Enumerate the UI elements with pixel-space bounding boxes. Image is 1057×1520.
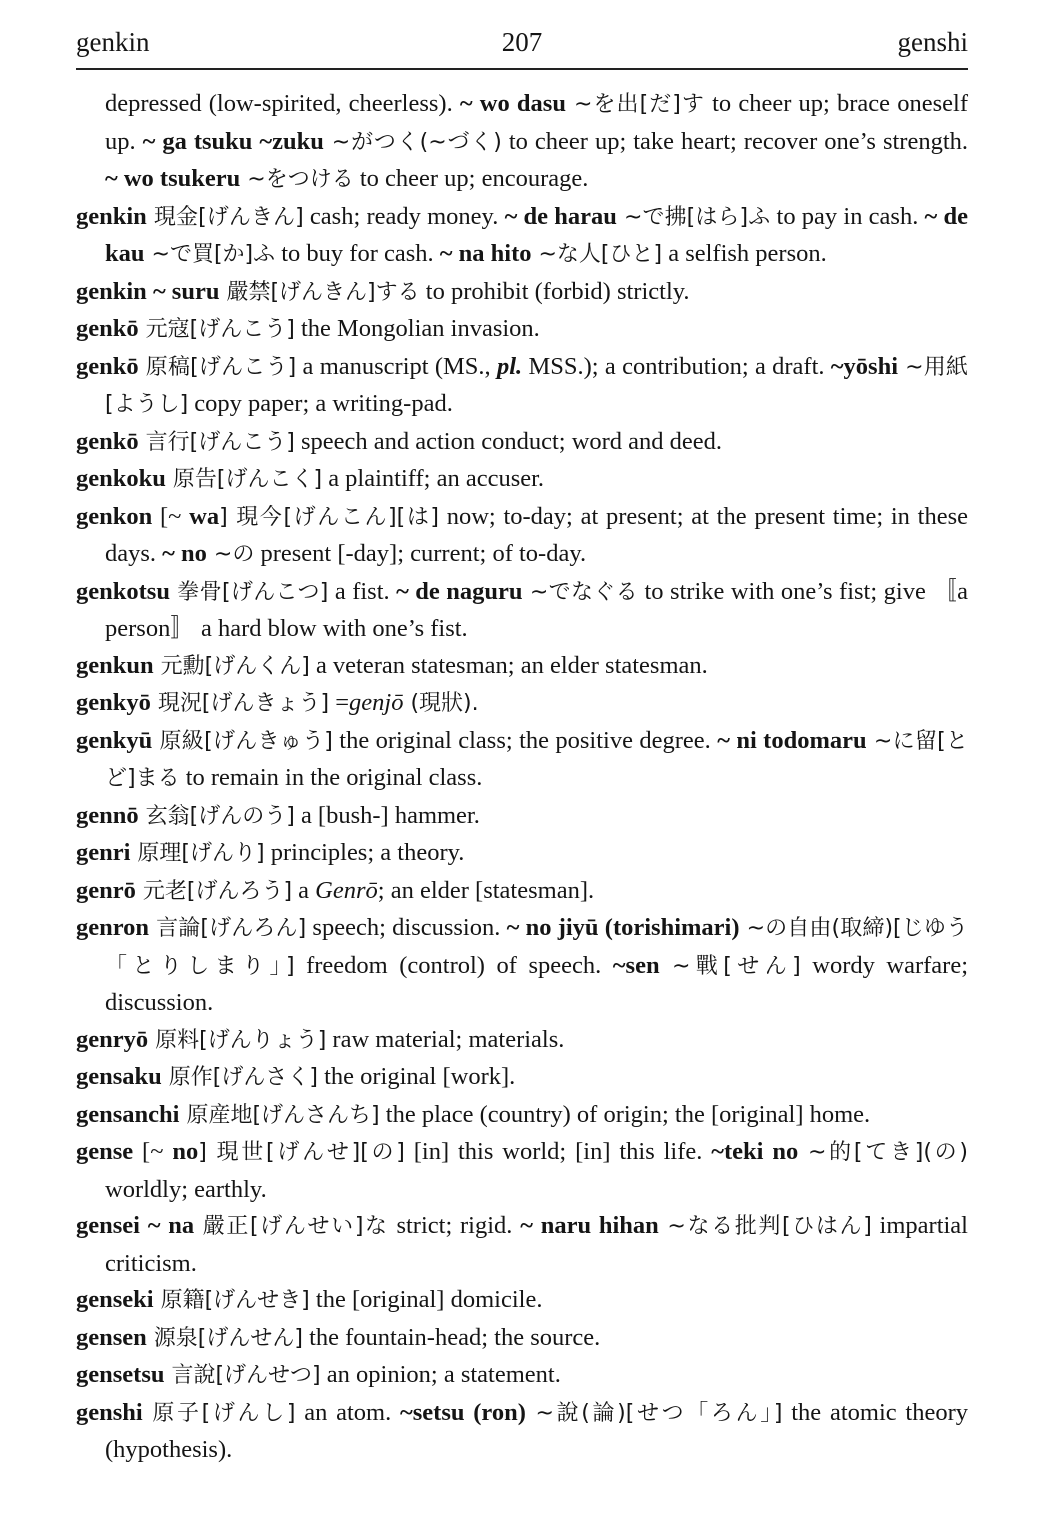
definition-text: now; to-day; at present; at the present time; in these days. bbox=[105, 502, 968, 567]
abbreviation: pl. bbox=[496, 352, 523, 380]
definition-text: cash; ready money. bbox=[303, 202, 505, 230]
romaji-phrase: ~yōshi bbox=[830, 352, 899, 380]
definition-text: depressed (low-spirited, cheerless). bbox=[105, 90, 460, 117]
headword: gensei bbox=[76, 1212, 140, 1239]
romaji-phrase: ~ wo tsukeru bbox=[105, 165, 241, 192]
japanese-text: 嚴禁[げんきん]する bbox=[219, 279, 420, 305]
definition-text: impartial criticism. bbox=[105, 1212, 968, 1277]
entry-continuation bbox=[76, 86, 968, 199]
romaji-phrase: ~ naru hihan bbox=[520, 1212, 659, 1239]
headword: genkō bbox=[76, 427, 139, 455]
definition-text: to prohibit (forbid) strictly. bbox=[419, 277, 690, 305]
definition-text: to pay in cash. bbox=[770, 202, 925, 230]
headword: genkin bbox=[76, 277, 147, 305]
dictionary-entry bbox=[76, 1022, 968, 1060]
japanese-text: 原作[げんさく] bbox=[161, 1065, 318, 1090]
dictionary-entry bbox=[76, 199, 968, 274]
dictionary-entry bbox=[76, 1208, 968, 1282]
headword: gensetsu bbox=[76, 1361, 165, 1388]
definition-text: [~ bbox=[152, 502, 190, 530]
japanese-text: ~用紙[ようし] bbox=[105, 354, 968, 417]
romaji-phrase: ~ na bbox=[139, 1212, 195, 1239]
dictionary-page bbox=[76, 22, 968, 1502]
definition-text: wordy warfare; discussion. bbox=[105, 951, 968, 1016]
japanese-text: ~戰[せん] bbox=[659, 953, 801, 979]
japanese-text: ~でなぐる bbox=[522, 579, 638, 605]
japanese-text: 元勳[げんくん] bbox=[153, 653, 310, 679]
definition-text: worldly; earthly. bbox=[105, 1175, 267, 1203]
romaji-phrase: ~ no bbox=[162, 540, 207, 567]
japanese-text: ~的[てき](の) bbox=[798, 1140, 968, 1165]
dictionary-entry bbox=[76, 1059, 968, 1097]
japanese-text: ~の bbox=[206, 542, 255, 567]
headword: gensanchi bbox=[76, 1100, 180, 1128]
dictionary-entry bbox=[76, 574, 968, 648]
dictionary-entry bbox=[76, 685, 968, 723]
dictionary-entry bbox=[76, 424, 968, 462]
definition-text: to buy for cash. bbox=[275, 240, 440, 267]
dictionary-entry bbox=[76, 499, 968, 574]
japanese-text: ~に留[とど]まる bbox=[105, 728, 968, 791]
japanese-text: ~がつく(~づく) bbox=[323, 129, 502, 155]
definition-text: speech; discussion. bbox=[306, 914, 507, 941]
definition-text: the Mongolian invasion. bbox=[294, 315, 540, 342]
definition-text: copy paper; a writing-pad. bbox=[188, 390, 453, 417]
dictionary-entry bbox=[76, 873, 968, 911]
japanese-text: 原告[げんこく] bbox=[165, 467, 323, 492]
headword: gennō bbox=[76, 801, 139, 829]
definition-text: = bbox=[329, 689, 350, 716]
definition-text: to cheer up; encourage. bbox=[353, 165, 589, 192]
japanese-text: ~說(論)[せつ「ろん」] bbox=[525, 1400, 783, 1426]
definition-text: the [original] domicile. bbox=[309, 1286, 543, 1313]
japanese-text: 言論[げんろん] bbox=[149, 916, 307, 941]
definition-text: [~ bbox=[133, 1138, 173, 1165]
japanese-text: 原籍[げんせき] bbox=[153, 1288, 310, 1313]
dictionary-entry bbox=[76, 723, 968, 798]
japanese-text: 源泉[げんせん] bbox=[146, 1325, 303, 1351]
headword: genkoku bbox=[76, 465, 166, 492]
japanese-text: 元寇[げんこう] bbox=[138, 317, 295, 342]
headword: genrō bbox=[76, 876, 136, 904]
dictionary-entry bbox=[76, 1320, 968, 1358]
japanese-text: 嚴正[げんせい]な bbox=[194, 1214, 389, 1239]
definition-text: the fountain-head; the source. bbox=[302, 1323, 601, 1351]
headword: genseki bbox=[76, 1286, 154, 1313]
definition-text: the original [work]. bbox=[317, 1063, 516, 1090]
romaji-phrase: ~ wo dasu bbox=[459, 90, 566, 117]
definition-text: the atomic theory (hypothesis). bbox=[105, 1398, 968, 1463]
headword: gensen bbox=[76, 1323, 147, 1351]
italic-term: Genrō bbox=[315, 876, 378, 904]
dictionary-entry bbox=[76, 1282, 968, 1320]
definition-text: to cheer up; brace oneself up. bbox=[105, 90, 968, 155]
romaji-phrase: ~ ga tsuku ~zuku bbox=[142, 127, 324, 155]
romaji-phrase: ~ de kau bbox=[105, 202, 969, 267]
definition-text: speech and action conduct; word and deed. bbox=[294, 427, 723, 455]
definition-text: a plaintiff; an accuser. bbox=[322, 465, 545, 492]
romaji-phrase: ~ suru bbox=[146, 277, 220, 305]
headword: genri bbox=[76, 839, 131, 866]
definition-text: the place (country) of origin; the [original] home. bbox=[379, 1100, 871, 1128]
definition-text: present [-day]; current; of to-day. bbox=[254, 540, 587, 567]
romaji-phrase: no bbox=[172, 1138, 199, 1165]
japanese-text: ~な人[ひと] bbox=[531, 242, 663, 267]
romaji-phrase: ~ de naguru bbox=[396, 577, 523, 605]
definition-text: ; an elder [statesman]. bbox=[377, 876, 595, 904]
definition-text: to cheer up; take heart; recover one’s strength. bbox=[501, 127, 968, 155]
japanese-text: 原子[げんし] bbox=[142, 1400, 296, 1426]
definition-text: a [bush-] hammer. bbox=[294, 801, 480, 829]
japanese-text: ~なる批判[ひはん] bbox=[658, 1214, 872, 1239]
headword: genkun bbox=[76, 651, 154, 679]
headword: genkyū bbox=[76, 726, 153, 754]
headword: genkyō bbox=[76, 689, 151, 716]
dictionary-entry bbox=[76, 461, 968, 499]
romaji-phrase: ~ na hito bbox=[439, 240, 532, 267]
dictionary-entry bbox=[76, 311, 968, 349]
headword: genron bbox=[76, 914, 150, 941]
definition-text: a bbox=[292, 876, 316, 904]
japanese-text: ] 現今[げんこん][は] bbox=[219, 504, 439, 530]
headword: genkin bbox=[76, 202, 147, 230]
japanese-text: (現狀). bbox=[403, 691, 479, 716]
page-number: 207 bbox=[501, 27, 543, 57]
headword: genkon bbox=[76, 502, 153, 530]
japanese-text: 元老[げんろう] bbox=[135, 878, 293, 904]
dictionary-entry bbox=[76, 1134, 968, 1208]
japanese-text: 玄翁[げんのう] bbox=[138, 803, 295, 829]
romaji-phrase: wa bbox=[189, 502, 220, 530]
japanese-text: 原理[げんり] bbox=[130, 841, 265, 866]
japanese-text: 原料[げんりょう] bbox=[148, 1027, 327, 1053]
dictionary-entry bbox=[76, 274, 968, 312]
entry-list bbox=[76, 86, 968, 1469]
headword: genkō bbox=[76, 315, 139, 342]
japanese-text: ~で買[か]ふ bbox=[144, 242, 276, 267]
definition-text: MSS.); a contribution; a draft. bbox=[522, 352, 831, 380]
definition-text: [in] this world; [in] this life. bbox=[404, 1138, 712, 1165]
japanese-text: 現金[げんきん] bbox=[146, 204, 304, 230]
romaji-phrase: ~setsu (ron) bbox=[400, 1398, 526, 1426]
japanese-text: ~を出[だ]す bbox=[565, 92, 705, 117]
definition-text: to strike with one’s fist; give 〚a person〛 a hard blow with one’s fist. bbox=[105, 577, 968, 642]
definition-text: a selfish person. bbox=[662, 240, 827, 267]
definition-text: a manuscript (MS., bbox=[296, 352, 497, 380]
japanese-text: 言說[げんせつ] bbox=[164, 1363, 321, 1388]
italic-term: genjō bbox=[349, 689, 404, 716]
dictionary-entry bbox=[76, 835, 968, 873]
headword: genshi bbox=[76, 1398, 143, 1426]
dictionary-entry bbox=[76, 798, 968, 836]
definition-text: an opinion; a statement. bbox=[320, 1361, 561, 1388]
japanese-text: 現況[げんきょう] bbox=[150, 691, 330, 716]
dictionary-entry bbox=[76, 648, 968, 686]
definition-text: a fist. bbox=[328, 577, 397, 605]
definition-text: freedom (control) of speech. bbox=[294, 951, 613, 979]
romaji-phrase: ~teki no bbox=[711, 1138, 799, 1165]
japanese-text: ] 現世[げんせ][の] bbox=[198, 1140, 405, 1165]
definition-text: a veteran statesman; an elder statesman. bbox=[309, 651, 708, 679]
japanese-text: 拳骨[げんこつ] bbox=[169, 579, 329, 605]
japanese-text: ~で拂[はら]ふ bbox=[616, 204, 771, 230]
header-right-guide-word: genshi bbox=[897, 27, 968, 57]
headword: gensaku bbox=[76, 1063, 162, 1090]
japanese-text: 原級[げんきゅう] bbox=[152, 728, 333, 754]
dictionary-entry bbox=[76, 1357, 968, 1395]
dictionary-entry bbox=[76, 349, 968, 424]
header-left-guide-word: genkin bbox=[76, 27, 150, 57]
dictionary-entry bbox=[76, 910, 968, 1022]
definition-text: principles; a theory. bbox=[264, 839, 465, 866]
headword: gense bbox=[76, 1138, 134, 1165]
headword: genkotsu bbox=[76, 577, 170, 605]
japanese-text: 言行[げんこう] bbox=[138, 429, 295, 455]
definition-text: an atom. bbox=[295, 1398, 401, 1426]
definition-text: strict; rigid. bbox=[388, 1212, 521, 1239]
page-header bbox=[76, 22, 968, 70]
dictionary-entry bbox=[76, 1097, 968, 1135]
romaji-phrase: ~ de harau bbox=[504, 202, 617, 230]
romaji-phrase: ~ no jiyū (torishimari) bbox=[506, 914, 740, 941]
romaji-phrase: ~sen bbox=[612, 951, 660, 979]
japanese-text: ~をつける bbox=[240, 167, 354, 192]
dictionary-entry bbox=[76, 1395, 968, 1469]
definition-text: to remain in the original class. bbox=[179, 764, 483, 791]
japanese-text: ~の自由(取締)[じゆう「とりしまり」] bbox=[105, 916, 968, 979]
headword: genryō bbox=[76, 1025, 149, 1053]
definition-text: raw material; materials. bbox=[326, 1025, 565, 1053]
japanese-text: 原稿[げんこう] bbox=[138, 354, 297, 380]
headword: genkō bbox=[76, 352, 139, 380]
romaji-phrase: ~ ni todomaru bbox=[717, 726, 867, 754]
japanese-text: 原産地[げんさんち] bbox=[179, 1102, 380, 1128]
definition-text: the original class; the positive degree. bbox=[332, 726, 718, 754]
